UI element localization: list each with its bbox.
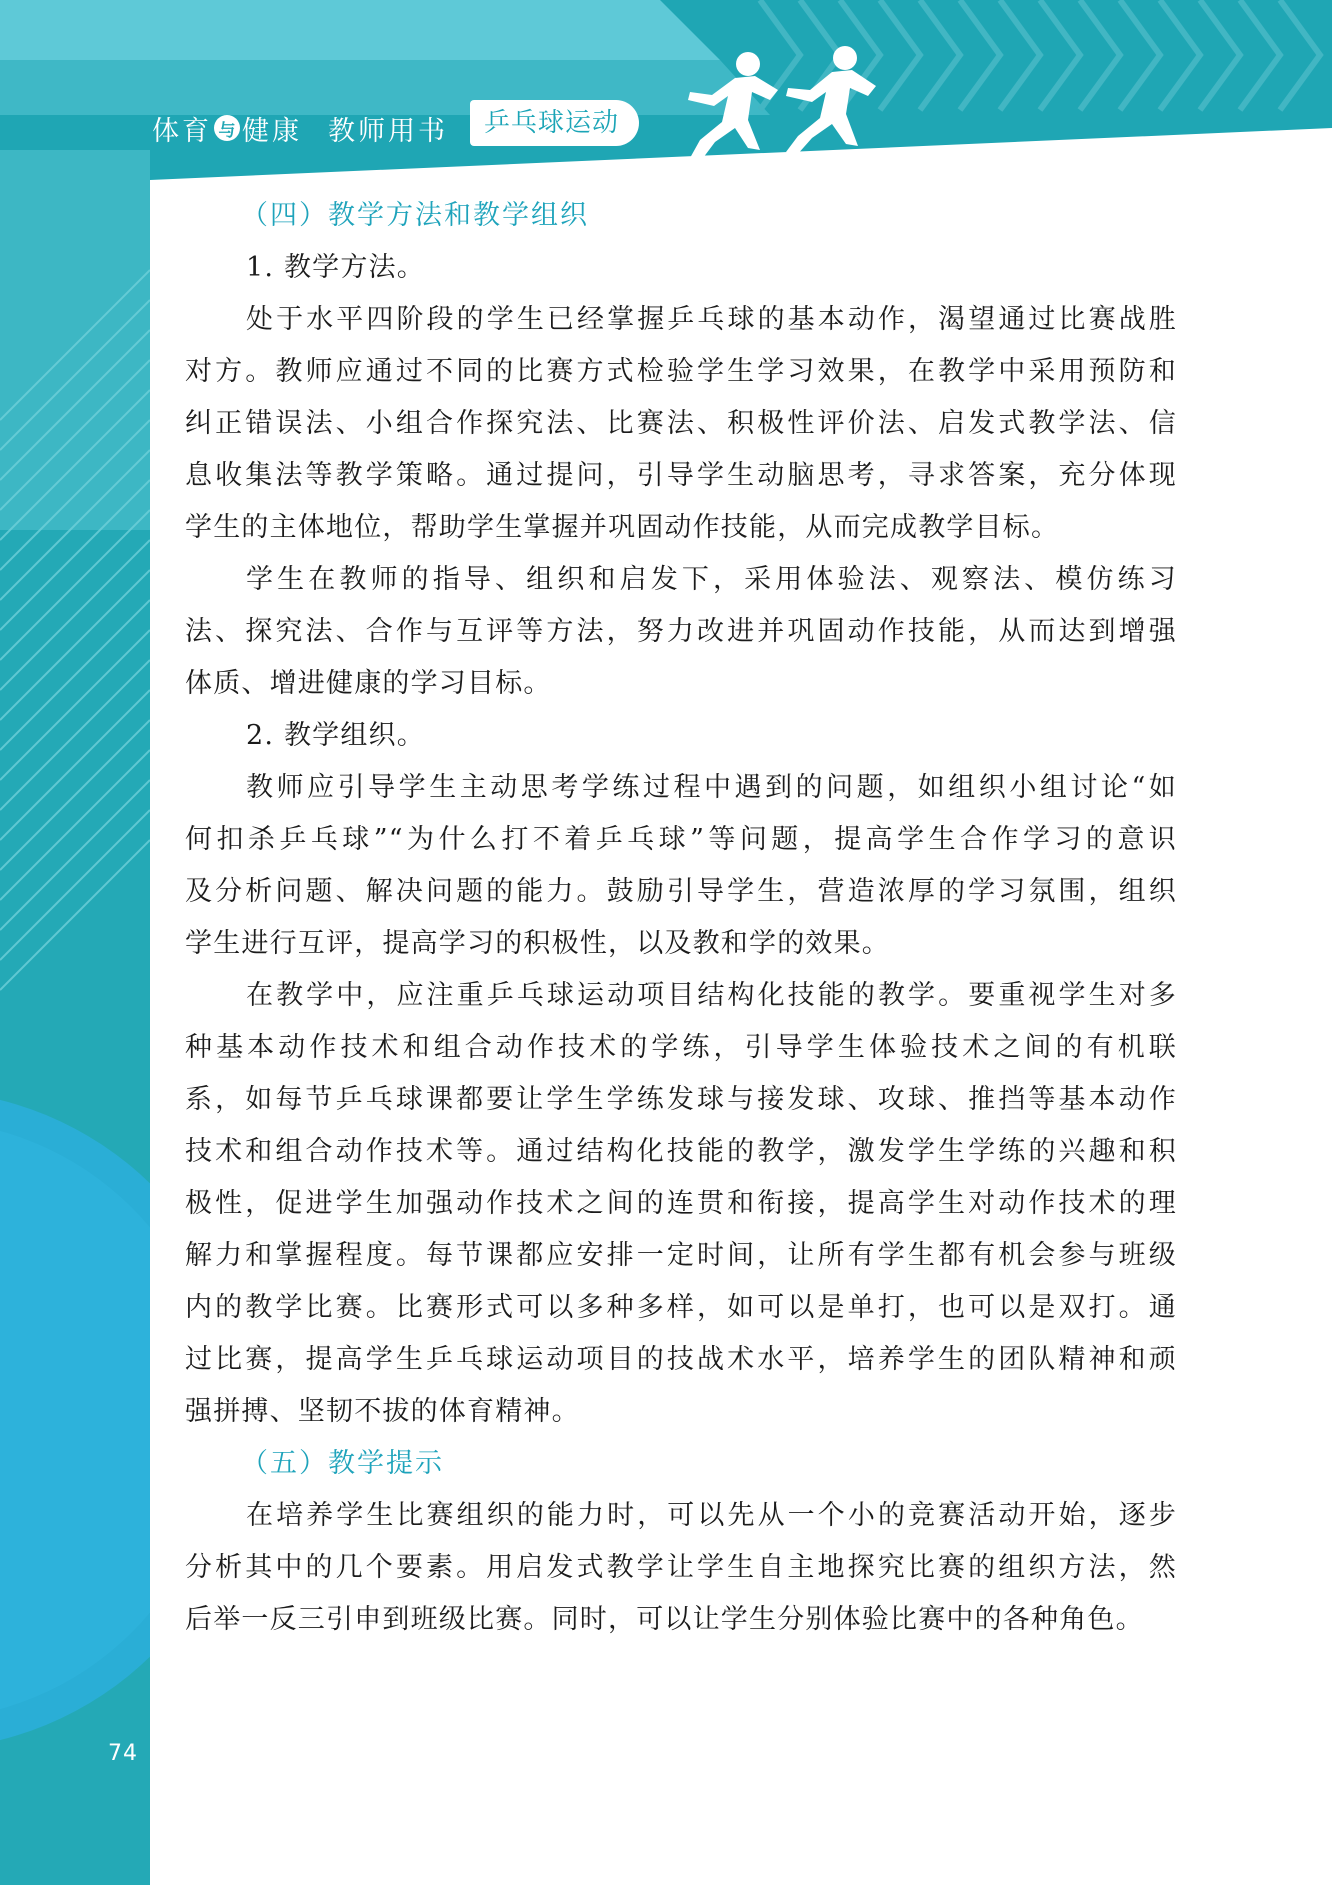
- text-line: 在教学中，应注重乒乓球运动项目结构化技能的教学。要重视学生对多: [246, 980, 1177, 1011]
- text-line: 极性，促进学生加强动作技术之间的连贯和衔接，提高学生对动作技术的理: [185, 1188, 1177, 1219]
- text-line: 系，如每节乒乓球课都要让学生学练发球与接发球、攻球、推挡等基本动作: [185, 1084, 1177, 1115]
- text-line: 学生在教师的指导、组织和启发下，采用体验法、观察法、模仿练习: [246, 564, 1177, 595]
- book-title-teacher-book: 教师用书: [328, 115, 448, 147]
- item2-title: 2. 教学组织。: [246, 720, 425, 751]
- book-title-sports: 体育: [152, 115, 212, 147]
- text-line: 内的教学比赛。比赛形式可以多种多样，如可以是单打，也可以是双打。通: [185, 1292, 1177, 1323]
- text-line: 后举一反三引申到班级比赛。同时，可以让学生分别体验比赛中的各种角色。: [185, 1604, 1144, 1635]
- chapter-tag: 乒乓球运动: [470, 100, 639, 146]
- text-line: 纠正错误法、小组合作探究法、比赛法、积极性评价法、启发式教学法、信: [185, 408, 1177, 439]
- text-line: 强拼搏、坚韧不拔的体育精神。: [185, 1396, 580, 1427]
- text-line: 何扣杀乒乓球”“为什么打不着乒乓球”等问题，提高学生合作学习的意识: [185, 824, 1177, 855]
- text-line: 学生进行互评，提高学习的积极性，以及教和学的效果。: [185, 928, 890, 959]
- book-title-health: 健康: [242, 115, 302, 147]
- page-content: [185, 190, 1177, 1646]
- item1-title: 1. 教学方法。: [246, 252, 425, 283]
- text-line: 教师应引导学生主动思考学练过程中遇到的问题，如组织小组讨论“如: [246, 772, 1177, 803]
- text-line: 技术和组合动作技术等。通过结构化技能的教学，激发学生学练的兴趣和积: [185, 1136, 1177, 1167]
- section4-heading: （四）教学方法和教学组织: [241, 200, 589, 231]
- book-title: [152, 108, 448, 148]
- page-number: 74: [108, 1741, 138, 1766]
- text-line: 对方。教师应通过不同的比赛方式检验学生学习效果，在教学中采用预防和: [185, 356, 1177, 387]
- text-line: 过比赛，提高学生乒乓球运动项目的技战术水平，培养学生的团队精神和顽: [185, 1344, 1177, 1375]
- book-title-connector-badge: 与: [214, 115, 240, 141]
- item1-paragraph-1: [185, 294, 1177, 554]
- text-line: 处于水平四阶段的学生已经掌握乒乓球的基本动作，渴望通过比赛战胜: [246, 304, 1177, 335]
- text-line: 种基本动作技术和组合动作技术的学练，引导学生体验技术之间的有机联: [185, 1032, 1177, 1063]
- item2-paragraph-2: [185, 970, 1177, 1438]
- item1-paragraph-2: [185, 554, 1177, 710]
- text-line: 体质、增进健康的学习目标。: [185, 668, 552, 699]
- section5-heading: （五）教学提示: [241, 1448, 444, 1479]
- section5-paragraph-1: [185, 1490, 1177, 1646]
- text-line: 解力和掌握程度。每节课都应安排一定时间，让所有学生都有机会参与班级: [185, 1240, 1177, 1271]
- text-line: 分析其中的几个要素。用启发式教学让学生自主地探究比赛的组织方法，然: [185, 1552, 1177, 1583]
- text-line: 息收集法等教学策略。通过提问，引导学生动脑思考，寻求答案，充分体现: [185, 460, 1177, 491]
- text-line: 学生的主体地位，帮助学生掌握并巩固动作技能，从而完成教学目标。: [185, 512, 1060, 543]
- text-line: 法、探究法、合作与互评等方法，努力改进并巩固动作技能，从而达到增强: [185, 616, 1177, 647]
- text-line: 在培养学生比赛组织的能力时，可以先从一个小的竞赛活动开始，逐步: [246, 1500, 1177, 1531]
- text-line: 及分析问题、解决问题的能力。鼓励引导学生，营造浓厚的学习氛围，组织: [185, 876, 1177, 907]
- item2-paragraph-1: [185, 762, 1177, 970]
